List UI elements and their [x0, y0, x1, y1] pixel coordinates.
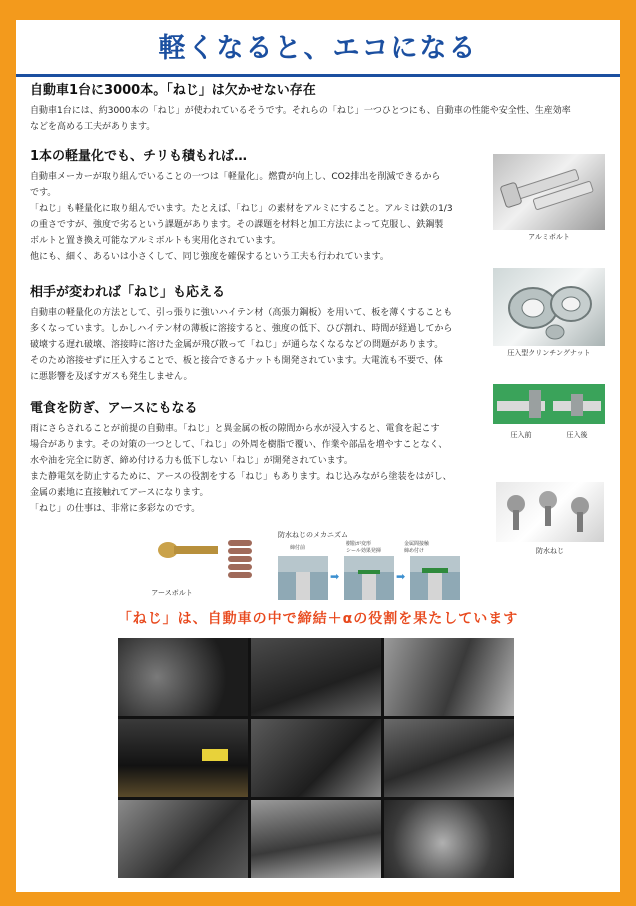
- waterproof-screw-photo: [496, 482, 604, 542]
- mechanism-step-2-label-a: 樹脂が変形: [346, 541, 372, 547]
- grid-photo-3: [384, 638, 514, 716]
- section-4-line-5: 金属の素地に直接触れてアースになります。: [30, 488, 209, 498]
- section-4-line-2: 場合があります。その対策の一つとして、「ねじ」の外周を樹脂で覆い、作業や部品を増やすことなく、: [30, 440, 448, 450]
- section-3-line-3: 破壊する遅れ破壊、溶接時に溶けた金属が飛び散って「ねじ」が通らなくなるなどの問題があります。: [30, 340, 444, 350]
- mechanism-step-1-diagram: [278, 556, 328, 600]
- mechanism-step-2-illustration: [344, 556, 394, 600]
- grid-photo-8: [251, 800, 381, 878]
- section-2-line-4: の重さですが、強度で劣るという課題があります。その課題を材料と加工方法によって克服し、鉄鋼製: [30, 220, 444, 230]
- section-3-line-2: 多くなっています。しかしハイテン材の薄板に溶接すると、強度の低下、ひび割れ、時間が経過してから: [30, 324, 453, 334]
- mechanism-arrow-1-icon: ➡: [330, 570, 340, 583]
- section-4-line-6: 「ねじ」の仕事は、非常に多彩なのです。: [30, 504, 201, 514]
- section-3-body: [30, 305, 492, 385]
- mechanism-step-3-illustration: [410, 556, 460, 600]
- section-4-line-4: また静電気を防止するために、アースの役割をする「ねじ」もあります。ねじ込みながら塗装をはがし、: [30, 472, 452, 482]
- earth-bolt-caption: アースボルト: [151, 589, 193, 597]
- mechanism-step-3-label-a: 金属間接触: [404, 541, 430, 547]
- clinching-nut-illustration: [493, 268, 605, 346]
- section-2-body: [30, 169, 492, 265]
- section-1-heading: 自動車1台に3000本。「ねじ」は欠かせない存在: [30, 83, 316, 98]
- section-1-line-2: などを高める工夫があります。: [30, 122, 156, 132]
- section-1-body: [30, 103, 610, 135]
- section-1: [30, 82, 610, 135]
- before-press-caption: 圧入前: [510, 431, 532, 439]
- section-2-heading: 1本の軽量化でも、チリも積もれば…: [30, 149, 248, 164]
- section-2-line-2: です。: [30, 188, 57, 198]
- section-3-heading: 相手が変われば「ねじ」も応える: [30, 285, 226, 300]
- car-photo-grid: [118, 638, 514, 878]
- section-2-line-6: 他にも、細く、あるいは小さくして、同じ強度を確保するという工夫も行われています。: [30, 252, 389, 262]
- section-3-line-5: に悪影響を及ぼすガスも発生しません。: [30, 372, 193, 382]
- mechanism-arrow-2-icon: ➡: [396, 570, 406, 583]
- mechanism-step-1-label: 締付前: [290, 545, 306, 551]
- section-4-line-3: 水や油を完全に防ぎ、締め付ける力も低下しない「ねじ」が開発されています。: [30, 456, 353, 466]
- grid-photo-5: [251, 719, 381, 797]
- grid-photo-1: [118, 638, 248, 716]
- mechanism-step-3-diagram: [410, 556, 460, 600]
- closing-banner: 「ねじ」は、自動車の中で締結＋αの役割を果たしています: [117, 611, 519, 627]
- page-title: 軽くなると、エコになる: [158, 33, 478, 64]
- section-2-line-5: ボルトと置き換え可能なアルミボルトも実用化されています。: [30, 236, 281, 246]
- section-3-line-1: 自動車の軽量化の方法として、引っ張りに強いハイテン材（高張力鋼板）を用いて、板を薄くすることも: [30, 308, 453, 318]
- mechanism-step-1-illustration: [278, 556, 328, 600]
- press-fit-illustration: [493, 384, 605, 424]
- mechanism-step-2-diagram: [344, 556, 394, 600]
- section-2: [30, 148, 492, 265]
- earth-bolt-illustration: [150, 530, 266, 582]
- after-press-caption: 圧入後: [566, 431, 588, 439]
- grid-photo-2: [251, 638, 381, 716]
- earth-bolt-photo: [150, 530, 266, 582]
- section-4-heading: 電食を防ぎ、アースにもなる: [30, 401, 198, 416]
- section-3-line-4: そのため溶接せずに圧入することで、板と接合できるナットも開発されています。大電流も不要で、体: [30, 356, 443, 366]
- aluminum-bolt-photo: [493, 154, 605, 230]
- page: [16, 20, 620, 892]
- clinching-nut-caption: 圧入型クリンチングナット: [507, 349, 591, 357]
- section-2-line-1: 自動車メーカーが取り組んでいることの一つは「軽量化」。燃費が向上し、CO2排出を削減できるから: [30, 172, 441, 182]
- press-fit-diagram: [493, 384, 605, 424]
- grid-photo-4-illustration: [118, 719, 248, 797]
- grid-photo-9: [384, 800, 514, 878]
- section-1-line-1: 自動車1台には、約3000本の「ねじ」が使われているそうです。それらの「ねじ」一つひとつにも、自動車の性能や安全性、生産効率: [30, 106, 571, 116]
- grid-photo-4: [118, 719, 248, 797]
- section-4: [30, 400, 492, 517]
- section-2-line-3: 「ねじ」も軽量化に取り組んでいます。たとえば、「ねじ」の素材をアルミにすること。アルミは鉄の1/3: [30, 204, 453, 214]
- grid-photo-6: [384, 719, 514, 797]
- section-3: [30, 284, 492, 385]
- clinching-nut-photo: [493, 268, 605, 346]
- mechanism-step-2-label-b: シール効果発揮: [346, 548, 381, 554]
- waterproof-screw-illustration: [496, 482, 604, 542]
- title-area: [16, 20, 620, 78]
- mechanism-step-3-label-b: 締め付け: [404, 548, 425, 554]
- aluminum-bolt-caption: アルミボルト: [528, 233, 570, 241]
- title-rule: [16, 74, 620, 77]
- section-4-body: [30, 421, 492, 517]
- mechanism-title: 防水ねじのメカニズム: [278, 531, 348, 539]
- grid-photo-7: [118, 800, 248, 878]
- aluminum-bolt-illustration: [493, 154, 605, 230]
- section-4-line-1: 雨にさらされることが前提の自動車。「ねじ」と異金属の板の隙間から水が浸入すると、電食を起こす: [30, 424, 440, 434]
- waterproof-screw-caption: 防水ねじ: [536, 547, 564, 555]
